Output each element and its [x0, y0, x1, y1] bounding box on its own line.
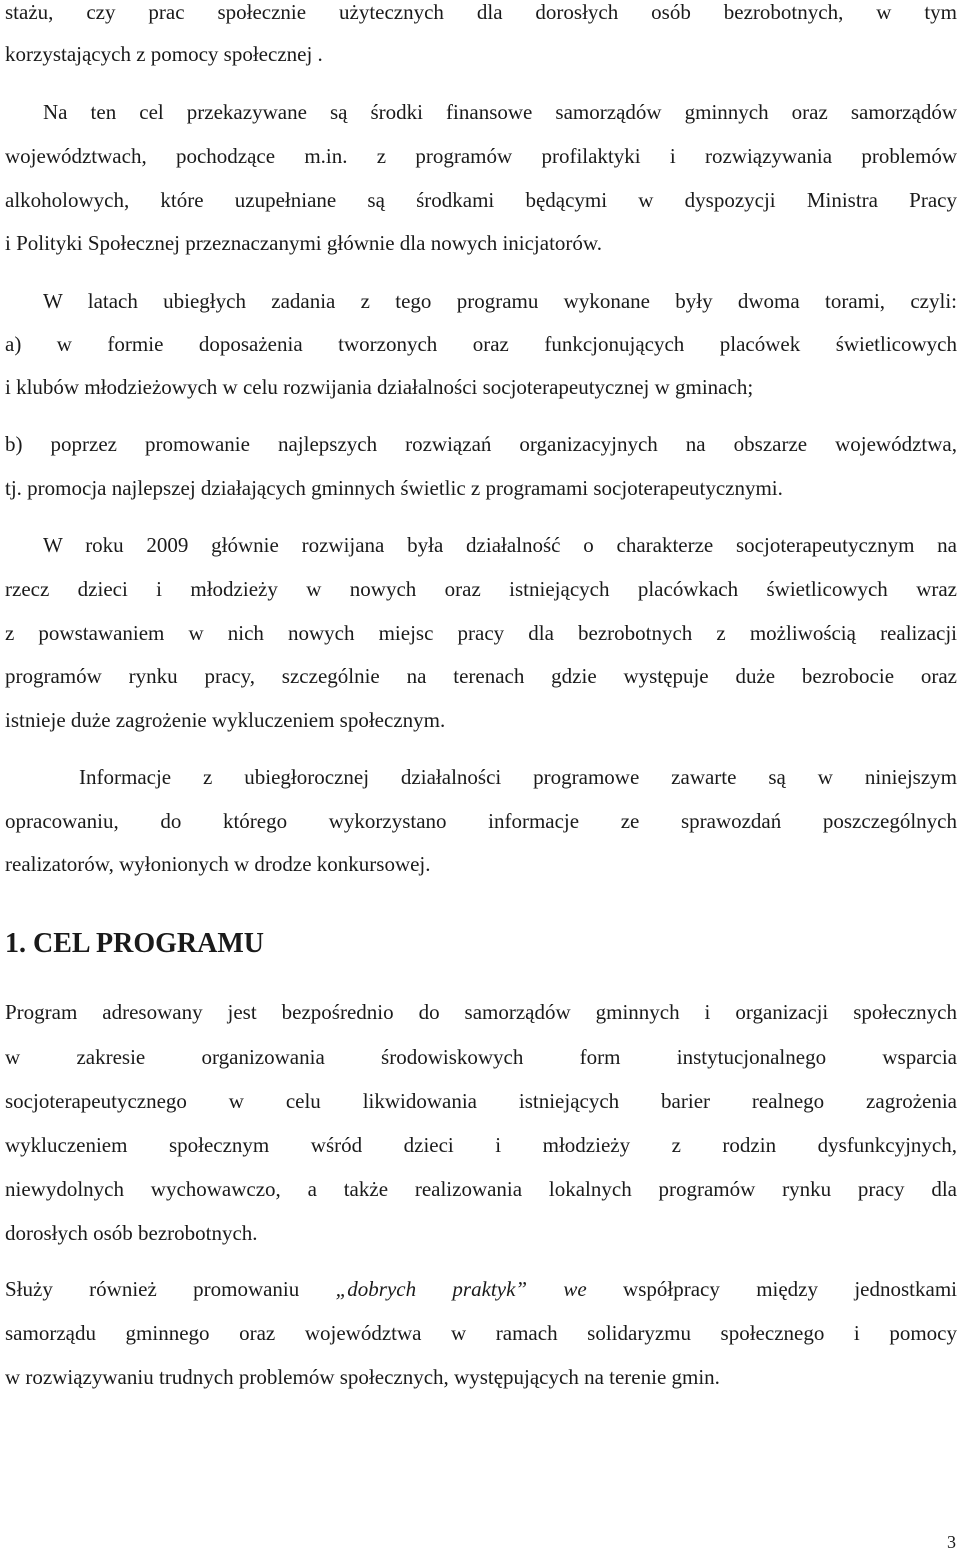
paragraph-5-line-4: programów rynku pracy, szczególnie na terenach gdzie występuje duże bezrobocie oraz — [5, 664, 957, 688]
paragraph-3-line-1: W latach ubiegłych zadania z tego programu wykonane były dwoma torami, czyli: — [43, 289, 957, 313]
paragraph-8-line-1-italic: „dobrych praktyk” we — [335, 1277, 587, 1301]
paragraph-2-line-4: i Polityki Społecznej przeznaczanymi głównie dla nowych inicjatorów. — [5, 231, 602, 255]
paragraph-5-line-1: W roku 2009 głównie rozwijana była działalność o charakterze socjoterapeutycznym na — [43, 533, 957, 557]
paragraph-6-line-3: realizatorów, wyłonionych w drodze konkursowej. — [5, 852, 431, 876]
paragraph-2-line-3: alkoholowych, które uzupełniane są środkami będącymi w dyspozycji Ministra Pracy — [5, 188, 957, 212]
paragraph-6-line-1: Informacje z ubiegłorocznej działalności programowe zawarte są w niniejszym — [79, 765, 957, 789]
paragraph-2-line-2: województwach, pochodzące m.in. z programów profilaktyki i rozwiązywania problemów — [5, 144, 957, 168]
paragraph-2-line-1: Na ten cel przekazywane są środki finansowe samorządów gminnych oraz samorządów — [43, 100, 957, 124]
paragraph-8-line-2: samorządu gminnego oraz województwa w ramach solidaryzmu społecznego i pomocy — [5, 1321, 957, 1345]
paragraph-8-line-3: w rozwiązywaniu trudnych problemów społecznych, występujących na terenie gmin. — [5, 1365, 720, 1389]
paragraph-4-line-2: tj. promocja najlepszej działających gminnych świetlic z programami socjoterapeutycznymi. — [5, 476, 783, 500]
paragraph-5-line-5: istnieje duże zagrożenie wykluczeniem społecznym. — [5, 708, 446, 732]
paragraph-4-line-1: b) poprzez promowanie najlepszych rozwiązań organizacyjnych na obszarze województwa, — [5, 432, 957, 456]
paragraph-3-line-3: i klubów młodzieżowych w celu rozwijania działalności socjoterapeutycznej w gminach; — [5, 375, 754, 399]
paragraph-7-line-4: wykluczeniem społecznym wśród dzieci i młodzieży z rodzin dysfunkcyjnych, — [5, 1133, 957, 1157]
paragraph-6-line-2: opracowaniu, do którego wykorzystano informacje ze sprawozdań poszczególnych — [5, 809, 957, 833]
paragraph-7-line-3: socjoterapeutycznego w celu likwidowania istniejących barier realnego zagrożenia — [5, 1089, 957, 1113]
paragraph-3-line-2: a) w formie doposażenia tworzonych oraz funkcjonujących placówek świetlicowych — [5, 332, 957, 356]
section-heading: 1. CEL PROGRAMU — [5, 928, 264, 959]
paragraph-5-line-2: rzecz dzieci i młodzieży w nowych oraz istniejących placówkach świetlicowych wraz — [5, 577, 957, 601]
paragraph-8-line-1-end: współpracy między jednostkami — [586, 1277, 957, 1301]
paragraph-7-line-5: niewydolnych wychowawczo, a także realizowania lokalnych programów rynku pracy dla — [5, 1177, 957, 1201]
paragraph-8-line-1 — [5, 1277, 957, 1301]
paragraph-1-line-1: stażu, czy prac społecznie użytecznych dla dorosłych osób bezrobotnych, w tym — [5, 0, 957, 24]
page-number: 3 — [947, 1532, 956, 1552]
paragraph-1-line-2: korzystających z pomocy społecznej . — [5, 42, 323, 66]
paragraph-8-line-1-start: Służy również promowaniu — [5, 1277, 336, 1301]
paragraph-7-line-6: dorosłych osób bezrobotnych. — [5, 1221, 258, 1245]
paragraph-5-line-3: z powstawaniem w nich nowych miejsc pracy dla bezrobotnych z możliwością realizacji — [5, 621, 957, 645]
paragraph-7-line-1: Program adresowany jest bezpośrednio do samorządów gminnych i organizacji społecznych — [5, 1000, 957, 1024]
paragraph-7-line-2: w zakresie organizowania środowiskowych form instytucjonalnego wsparcia — [5, 1045, 957, 1069]
